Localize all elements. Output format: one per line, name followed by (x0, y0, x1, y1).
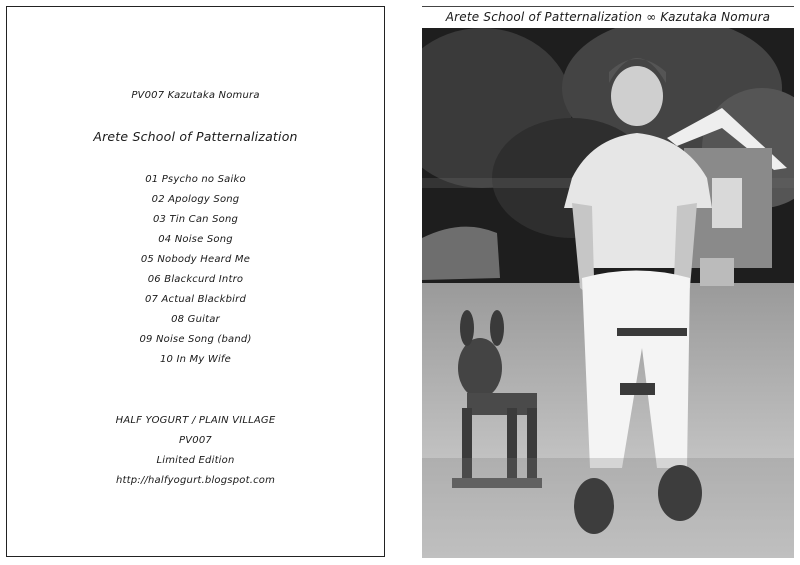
liner-card (6, 6, 385, 557)
track-item: 08 Guitar (171, 314, 220, 325)
track-item: 09 Noise Song (band) (139, 334, 252, 345)
track-item: 07 Actual Blackbird (144, 294, 247, 305)
edition-text: Limited Edition (156, 455, 235, 466)
label-name: HALF YOGURT / PLAIN VILLAGE (115, 415, 276, 426)
catalog-number: PV007 (179, 435, 212, 446)
track-item: 10 In My Wife (159, 354, 232, 365)
catalog-line: PV007 Kazutaka Nomura (131, 90, 260, 101)
track-item: 01 Psycho no Saiko (145, 174, 246, 185)
track-item: 05 Nobody Heard Me (140, 254, 251, 265)
cover-photo (422, 28, 794, 558)
website-link[interactable]: http://halfyogurt.blogspot.com (115, 475, 276, 486)
album-title: Arete School of Patternalization (93, 129, 298, 144)
track-item: 03 Tin Can Song (152, 214, 239, 225)
track-item: 04 Noise Song (158, 234, 233, 245)
panel-header: Arete School of Patternalization ∞ Kazutaka Nomura (445, 10, 771, 24)
track-item: 06 Blackcurd Intro (147, 274, 244, 285)
track-item: 02 Apology Song (151, 194, 240, 205)
header-rule (422, 6, 794, 7)
